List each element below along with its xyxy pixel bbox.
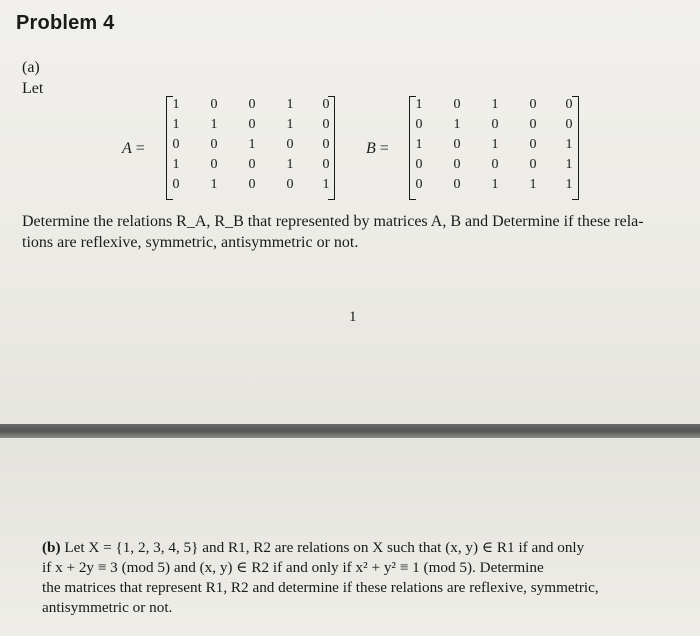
matrix-a-cell: 1 [286, 157, 294, 172]
question-line-2: tions are reflexive, symmetric, antisymmetric or not. [22, 234, 359, 251]
matrix-a-cell: 0 [172, 177, 180, 192]
matrix-a-cell: 0 [322, 97, 330, 112]
matrix-b-cell: 0 [529, 97, 537, 112]
matrix-a-cell: 0 [322, 157, 330, 172]
matrix-b-cell: 0 [453, 177, 461, 192]
part-b-line-2: if x + 2y ≡ 3 (mod 5) and (x, y) ∈ R2 if and only if x² + y² ≡ 1 (mod 5). Determine [42, 559, 544, 576]
part-a-label: (a) [22, 59, 40, 76]
matrix-a-cell: 0 [286, 177, 294, 192]
matrix-a-name: A [122, 140, 132, 157]
matrix-a-cell: 1 [322, 177, 330, 192]
matrix-b-cell: 1 [491, 137, 499, 152]
part-b-line-1: Let X = {1, 2, 3, 4, 5} and R1, R2 are relations on X such that (x, y) ∈ R1 if and only [64, 539, 585, 556]
part-b-line-3: the matrices that represent R1, R2 and determine if these relations are reflexive, symmetric, [42, 579, 599, 596]
part-a-question [22, 211, 690, 253]
matrix-a-cell: 1 [210, 177, 218, 192]
matrix-b-cell: 0 [453, 97, 461, 112]
matrix-a-cell: 1 [286, 117, 294, 132]
matrix-a-cell: 0 [248, 97, 256, 112]
matrix-b-cell: 1 [529, 177, 537, 192]
matrix-a-label [122, 140, 145, 158]
matrix-a-cell: 1 [172, 157, 180, 172]
matrix-b-cell: 0 [415, 177, 423, 192]
part-b-text [42, 538, 682, 618]
matrix-b-cell: 1 [415, 137, 423, 152]
matrix-a-cell: 0 [248, 177, 256, 192]
matrix-b-name: B [366, 140, 376, 157]
part-b-line-4: antisymmetric or not. [42, 599, 173, 616]
matrix-b-cell: 1 [415, 97, 423, 112]
problem-title: Problem 4 [16, 12, 115, 34]
page-divider-shadow [0, 424, 700, 438]
matrix-b-cell: 0 [529, 157, 537, 172]
matrix-a-cell: 1 [286, 97, 294, 112]
page-number: 1 [349, 309, 357, 325]
matrix-a-cell: 1 [172, 117, 180, 132]
matrix-b-cell: 0 [565, 117, 573, 132]
matrix-b-equals: = [379, 140, 389, 157]
question-line-1: Determine the relations R_A, R_B that represented by matrices A, B and Determine if these rela- [22, 213, 644, 230]
matrix-b-cell: 1 [565, 137, 573, 152]
matrix-b-cell: 1 [565, 157, 573, 172]
matrix-b-cell: 0 [491, 117, 499, 132]
matrix-a-cell: 1 [210, 117, 218, 132]
matrix-a-cell: 0 [322, 117, 330, 132]
matrix-a-cell: 0 [322, 137, 330, 152]
matrix-b-cell: 0 [529, 117, 537, 132]
matrix-b-cell: 0 [491, 157, 499, 172]
matrix-b-cell: 1 [491, 177, 499, 192]
matrix-b-cell: 0 [453, 137, 461, 152]
matrix-b-cell: 0 [415, 117, 423, 132]
matrix-b-cell: 0 [415, 157, 423, 172]
matrix-b-cell: 0 [453, 157, 461, 172]
matrix-a-cell: 0 [210, 157, 218, 172]
matrix-a-cell: 0 [210, 97, 218, 112]
matrix-a-cell: 0 [248, 157, 256, 172]
let-text: Let [22, 80, 44, 97]
matrix-b-cell: 1 [565, 177, 573, 192]
matrix-a-cell: 0 [286, 137, 294, 152]
matrix-b-cell: 1 [491, 97, 499, 112]
matrix-b-cell: 0 [529, 137, 537, 152]
matrix-a-cell: 0 [172, 137, 180, 152]
matrix-b-cell: 1 [453, 117, 461, 132]
matrix-a-cell: 1 [248, 137, 256, 152]
matrix-a-equals: = [135, 140, 145, 157]
part-b-label: (b) [42, 539, 61, 556]
matrix-b-label [366, 140, 389, 158]
matrix-b-cell: 0 [565, 97, 573, 112]
matrix-a-cell: 1 [172, 97, 180, 112]
matrix-a-cell: 0 [210, 137, 218, 152]
matrix-a-cell: 0 [248, 117, 256, 132]
